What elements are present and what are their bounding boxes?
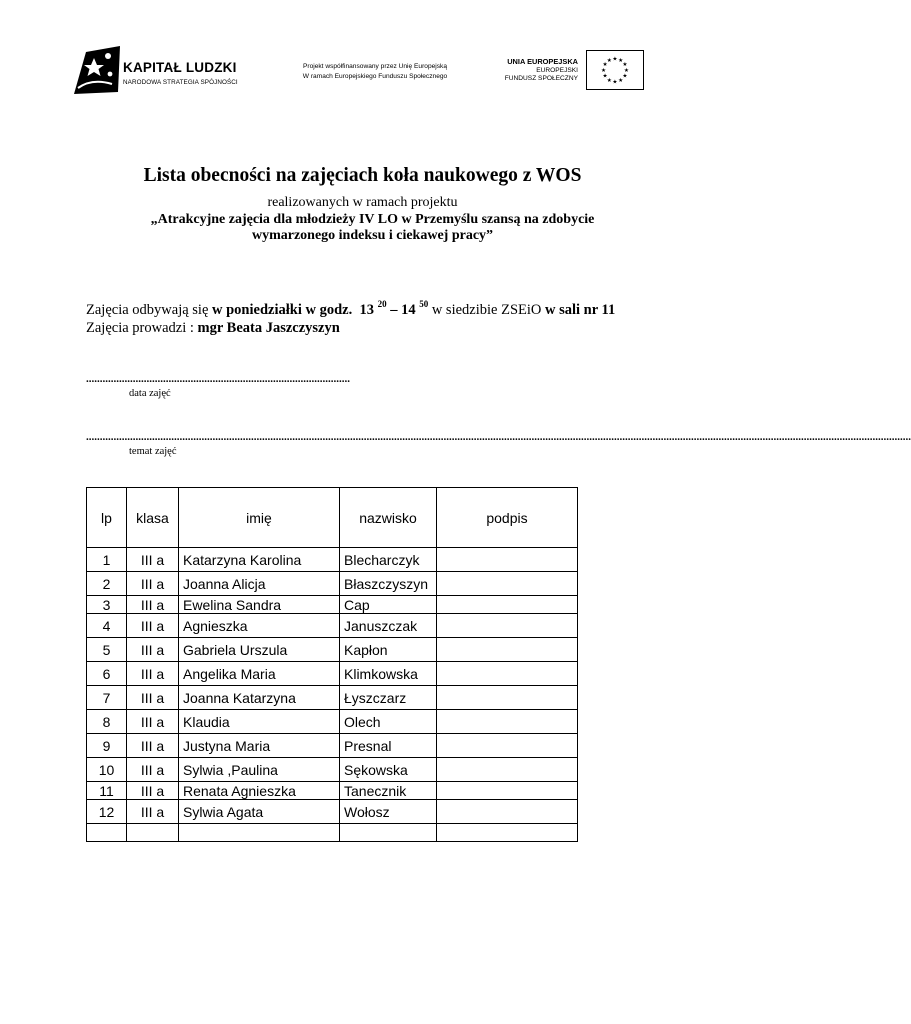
cell-klasa: III a	[127, 710, 179, 734]
cell-lp: 7	[87, 686, 127, 710]
cell-podpis[interactable]	[437, 686, 578, 710]
table-row	[87, 782, 578, 800]
cell-klasa: III a	[127, 596, 179, 614]
cell-imie: Renata Agnieszka	[179, 782, 340, 800]
cell-imie: Joanna Katarzyna	[179, 686, 340, 710]
cell-podpis[interactable]	[437, 614, 578, 638]
cell-lp: 2	[87, 572, 127, 596]
topic-caption: temat zajęć	[129, 446, 177, 457]
cell-podpis[interactable]	[437, 824, 578, 842]
table-row	[87, 686, 578, 710]
cell-klasa: III a	[127, 734, 179, 758]
cell-nazwisko: Presnal	[340, 734, 437, 758]
svg-text:★: ★	[602, 73, 608, 80]
cell-nazwisko: Błaszczyszyn	[340, 572, 437, 596]
cell-lp: 12	[87, 800, 127, 824]
cell-lp[interactable]	[87, 824, 127, 842]
project-name	[100, 212, 645, 244]
cell-lp: 5	[87, 638, 127, 662]
project-name-line2: wymarzonego indeksu i ciekawej pracy”	[251, 228, 494, 243]
time-end-hour: – 14	[390, 302, 416, 318]
eu-line3: FUNDUSZ SPOŁECZNY	[504, 75, 578, 83]
eu-flag-icon	[586, 50, 644, 90]
cell-klasa: III a	[127, 614, 179, 638]
teacher-name: mgr Beata Jaszczyszyn	[197, 320, 340, 336]
cell-imie: Sylwia ,Paulina	[179, 758, 340, 782]
header-lp: lp	[87, 488, 127, 548]
cell-podpis[interactable]	[437, 638, 578, 662]
cell-klasa: III a	[127, 686, 179, 710]
table-row	[87, 596, 578, 614]
topic-fill-line: ............................................................................................................................................................................................................................................................................................................	[86, 431, 911, 443]
logo-title: KAPITAŁ LUDZKI	[123, 60, 237, 75]
cell-nazwisko: Blecharczyk	[340, 548, 437, 572]
cell-podpis[interactable]	[437, 758, 578, 782]
cell-nazwisko: Wołosz	[340, 800, 437, 824]
eu-line1: UNIA EUROPEJSKA	[507, 57, 578, 66]
cell-imie: Justyna Maria	[179, 734, 340, 758]
kapital-ludzki-logo-icon	[72, 44, 122, 96]
table-header-row	[87, 488, 578, 548]
cell-imie: Katarzyna Karolina	[179, 548, 340, 572]
logo-subtitle: NARODOWA STRATEGIA SPÓJNOŚCI	[123, 79, 238, 86]
svg-text:★: ★	[606, 58, 612, 65]
table-row-empty	[87, 824, 578, 842]
cell-podpis[interactable]	[437, 782, 578, 800]
header-nazwisko: nazwisko	[340, 488, 437, 548]
svg-text:★: ★	[602, 62, 608, 69]
cell-nazwisko: Klimkowska	[340, 662, 437, 686]
time-start-hour: 13	[359, 302, 374, 318]
schedule-prefix: Zajęcia odbywają się	[86, 302, 213, 318]
date-caption: data zajęć	[129, 388, 171, 399]
cofinancing-note-line1: Projekt współfinansowany przez Unię Europejską	[302, 63, 448, 70]
cell-nazwisko: Januszczak	[340, 614, 437, 638]
cell-lp: 4	[87, 614, 127, 638]
cell-podpis[interactable]	[437, 662, 578, 686]
cell-lp: 10	[87, 758, 127, 782]
cell-klasa[interactable]	[127, 824, 179, 842]
header-klasa: klasa	[127, 488, 179, 548]
schedule-days: w poniedziałki w godz.	[212, 302, 353, 318]
cell-klasa: III a	[127, 782, 179, 800]
cell-imie: Sylwia Agata	[179, 800, 340, 824]
cell-nazwisko: Olech	[340, 710, 437, 734]
cell-lp: 6	[87, 662, 127, 686]
document-subtitle: realizowanych w ramach projektu	[267, 195, 458, 210]
cell-nazwisko: Łyszczarz	[340, 686, 437, 710]
cell-podpis[interactable]	[437, 734, 578, 758]
cell-lp: 11	[87, 782, 127, 800]
svg-text:★: ★	[618, 77, 624, 84]
cell-imie: Angelika Maria	[179, 662, 340, 686]
cell-podpis[interactable]	[437, 800, 578, 824]
table-row	[87, 758, 578, 782]
cell-imie: Joanna Alicja	[179, 572, 340, 596]
schedule-room: w sali nr 11	[545, 302, 616, 318]
cell-klasa: III a	[127, 800, 179, 824]
cell-podpis[interactable]	[437, 572, 578, 596]
time-end-min: 50	[419, 299, 429, 309]
cell-klasa: III a	[127, 572, 179, 596]
table-row	[87, 662, 578, 686]
attendance-table	[86, 487, 578, 842]
schedule-place: w siedzibie ZSEiO	[428, 302, 545, 318]
cell-klasa: III a	[127, 758, 179, 782]
document-title: Lista obecności na zajęciach koła naukowego z WOS	[143, 165, 582, 186]
svg-text:★: ★	[612, 79, 618, 86]
svg-text:★: ★	[612, 56, 618, 63]
cell-klasa: III a	[127, 638, 179, 662]
cell-nazwisko: Cap	[340, 596, 437, 614]
cell-klasa: III a	[127, 548, 179, 572]
date-fill-line: ................................................................................................	[86, 373, 350, 385]
table-row	[87, 710, 578, 734]
table-row	[87, 734, 578, 758]
eu-fund-label	[505, 58, 578, 84]
cell-imie: Klaudia	[179, 710, 340, 734]
svg-text:★: ★	[622, 62, 628, 69]
project-name-line1: „Atrakcyjne zajęcia dla młodzieży IV LO w Przemyślu szansą na zdobycie	[150, 212, 595, 227]
svg-text:★: ★	[618, 58, 624, 65]
cofinancing-note	[270, 62, 480, 82]
cell-lp: 1	[87, 548, 127, 572]
table-row	[87, 800, 578, 824]
cell-nazwisko: Sękowska	[340, 758, 437, 782]
svg-text:★: ★	[606, 77, 612, 84]
cell-lp: 9	[87, 734, 127, 758]
table-row	[87, 548, 578, 572]
svg-text:★: ★	[601, 67, 607, 74]
cell-imie: Gabriela Urszula	[179, 638, 340, 662]
cell-lp: 8	[87, 710, 127, 734]
cell-podpis[interactable]	[437, 710, 578, 734]
teacher-line	[86, 320, 340, 337]
cofinancing-note-line2: W ramach Europejskiego Funduszu Społecznego	[302, 73, 448, 80]
cell-podpis[interactable]	[437, 596, 578, 614]
header-podpis: podpis	[437, 488, 578, 548]
table-row	[87, 572, 578, 596]
cell-nazwisko: Tanecznik	[340, 782, 437, 800]
cell-nazwisko: Kapłon	[340, 638, 437, 662]
time-start-min: 20	[377, 299, 387, 309]
cell-lp: 3	[87, 596, 127, 614]
teacher-prefix: Zajęcia prowadzi :	[86, 320, 198, 336]
svg-text:★: ★	[623, 67, 629, 74]
table-row	[87, 638, 578, 662]
cell-imie: Agnieszka	[179, 614, 340, 638]
cell-klasa: III a	[127, 662, 179, 686]
cell-nazwisko[interactable]	[340, 824, 437, 842]
header-imie: imię	[179, 488, 340, 548]
svg-text:★: ★	[622, 73, 628, 80]
eu-line2: EUROPEJSKI	[536, 66, 578, 74]
schedule-line	[86, 299, 616, 319]
cell-imie: Ewelina Sandra	[179, 596, 340, 614]
cell-imie[interactable]	[179, 824, 340, 842]
cell-podpis[interactable]	[437, 548, 578, 572]
table-row	[87, 614, 578, 638]
